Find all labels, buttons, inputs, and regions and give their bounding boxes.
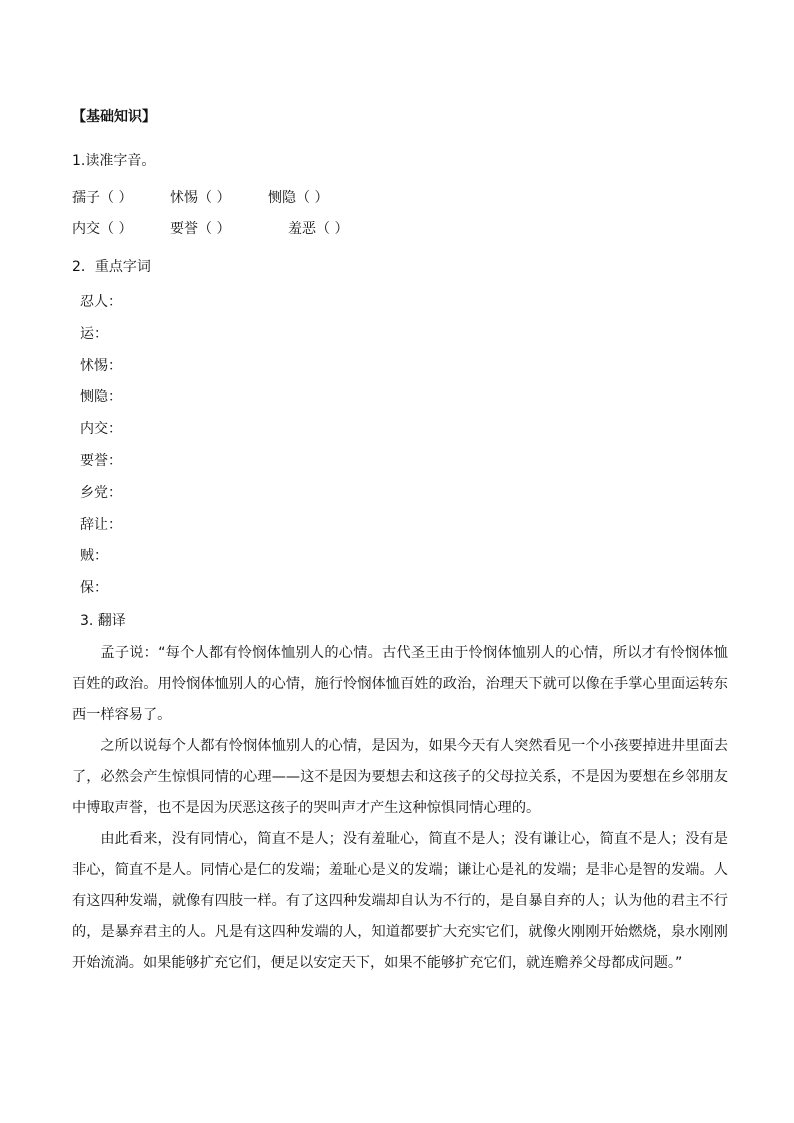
pronunciation-item: 内交（ ） — [72, 221, 133, 237]
pronunciation-item: 恻隐（ ） — [268, 190, 329, 206]
vocabulary-title: 2．重点字词 — [72, 259, 151, 275]
translation-paragraph: 由此看来，没有同情心，简直不是人；没有羞耻心，简直不是人；没有谦让心，简直不是人；没有是非心，简直不是人。同情心是仁的发端；羞耻心是义的发端；谦让心是礼的发端；是非心是智的发端。人有这四种发端，就像有四肢一样。有了这四种发端却自认为不行的，是自暴自弃的人；认为他的君主不行的，是暴弃君主的人。凡是有这四种发端的人，知道都要扩大充实它们，就像火刚刚开始燃烧，泉水刚刚开始流淌。如果能够扩充它们，便足以安定天下，如果不能够扩充它们，就连赡养父母都成问题。” — [72, 831, 728, 971]
pronunciation-item: 怵惕（ ） — [170, 190, 231, 206]
pronunciation-item: 羞恶（ ） — [288, 221, 349, 237]
pronunciation-item: 要誉（ ） — [170, 221, 231, 237]
translation-body — [72, 638, 728, 979]
vocabulary-list — [80, 292, 122, 610]
translation-paragraph: 之所以说每个人都有怜悯体恤别人的心情，是因为，如果今天有人突然看见一个小孩要掉进井里面去了，必然会产生惊惧同情的心理——这不是因为要想去和这孩子的父母拉关系，不是因为要想在乡邻朋友中博取声誉，也不是因为厌恶这孩子的哭叫声才产生这种惊惧同情心理的。 — [72, 738, 728, 816]
vocabulary-term: 要誉： — [80, 452, 122, 469]
translation-paragraph: 孟子说：“每个人都有怜悯体恤别人的心情。古代圣王由于怜悯体恤别人的心情，所以才有怜悯体恤百姓的政治。用怜悯体恤别人的心情，施行怜悯体恤百姓的政治，治理天下就可以像在手掌心里面运转东西一样容易了。 — [72, 645, 728, 723]
pronunciation-item: 孺子（ ） — [72, 190, 133, 206]
vocabulary-term: 怵惕： — [80, 357, 122, 374]
vocabulary-term: 乡党： — [80, 484, 122, 501]
vocabulary-term: 忍人： — [80, 294, 122, 310]
vocabulary-term: 辞让： — [80, 516, 122, 533]
vocabulary-term: 恻隐： — [80, 389, 122, 406]
vocabulary-term: 运： — [80, 325, 108, 342]
section-heading: 【基础知识】 — [72, 109, 156, 125]
vocabulary-term: 贼： — [80, 548, 108, 565]
vocabulary-term: 内交： — [80, 421, 122, 438]
vocabulary-term: 保： — [80, 580, 108, 597]
translation-title: 3. 翻译 — [80, 613, 126, 629]
pronunciation-title: 1.读准字音。 — [72, 153, 156, 169]
